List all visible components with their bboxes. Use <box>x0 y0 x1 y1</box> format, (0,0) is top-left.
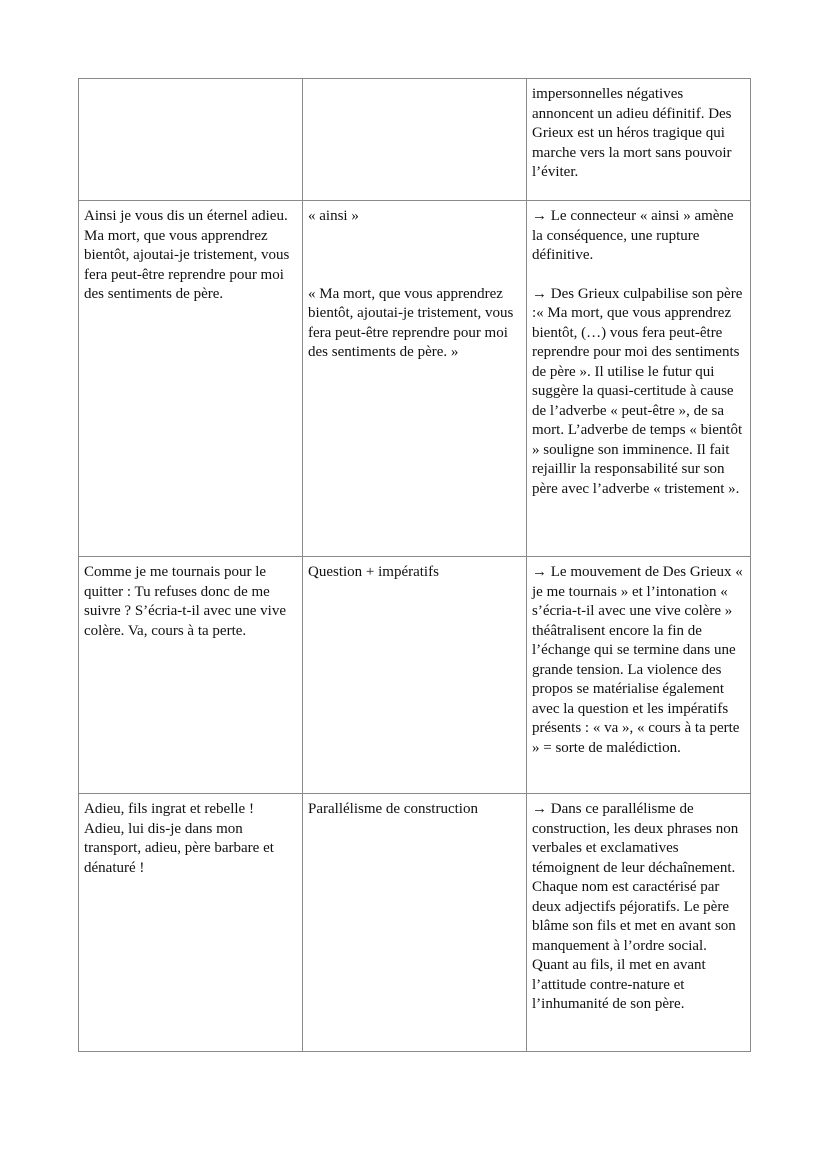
procede-cell <box>303 201 527 557</box>
procede-label: Question + impératifs <box>308 564 439 580</box>
procede-cell <box>303 557 527 794</box>
analyse-cell <box>527 794 751 1052</box>
analyse-paragraph: → Des Grieux culpabilise son père :« Ma mort, que vous apprendrez bientôt, (…) vous fera peut-être reprendre pour moi des sentiments de père ». Il utilise le futur qui suggère la quasi-certitude à cause de l’adverbe « peut-être », de sa mort. L’adverbe de temps « bientôt » souligne son imminence. Il fait rejaillir la responsabilité sur son père avec l’adverbe « tristement ». <box>532 285 743 497</box>
analysis-table <box>78 78 751 1052</box>
analyse-paragraph: → Le mouvement de Des Grieux « je me tournais » et l’intonation « s’écria-t-il avec une vive colère » théâtralisent encore la fin de l’échange qui se termine dans une grande tension. La violence des propos se matérialise également avec la question et les impératifs présents : « va », « cours à ta perte » = sorte de malédiction. <box>532 564 743 756</box>
text-cell <box>79 201 303 557</box>
analyse-paragraph: → Dans ce parallélisme de construction, les deux phrases non verbales et exclamatives témoignent de leur déchaînement. Chaque nom est caractérisé par deux adjectifs péjoratifs. Le père blâme son fils et met en avant son manquement à l’ordre social. Quant au fils, il met en avant l’attitude contre-nature et l’inhumanité de son père. <box>532 801 739 1012</box>
table-row <box>79 201 751 557</box>
text-cell <box>79 557 303 794</box>
text-excerpt: Adieu, fils ingrat et rebelle ! Adieu, lui dis-je dans mon transport, adieu, père barbare et dénaturé ! <box>84 801 274 876</box>
procede-label: Parallélisme de construction <box>308 801 478 817</box>
procede-label: « ainsi » <box>308 208 359 224</box>
table-row <box>79 79 751 201</box>
text-cell <box>79 79 303 201</box>
analyse-cell <box>527 201 751 557</box>
table-row <box>79 794 751 1052</box>
analyse-paragraph: → Le connecteur « ainsi » amène la conséquence, une rupture définitive. <box>532 208 734 263</box>
analyse-paragraph: impersonnelles négatives annoncent un adieu définitif. Des Grieux est un héros tragique qui marche vers la mort sans pouvoir l’éviter. <box>532 86 732 180</box>
text-excerpt: Ainsi je vous dis un éternel adieu. Ma mort, que vous apprendrez bientôt, ajoutai-je tristement, vous fera peut-être reprendre pour moi des sentiments de père. <box>84 208 290 302</box>
text-excerpt: Comme je me tournais pour le quitter : Tu refuses donc de me suivre ? S’écria-t-il avec une vive colère. Va, cours à ta perte. <box>84 564 286 639</box>
analyse-cell <box>527 557 751 794</box>
procede-cell <box>303 794 527 1052</box>
procede-label: « Ma mort, que vous apprendrez bientôt, ajoutai-je tristement, vous fera peut-être reprendre pour moi des sentiments de père. » <box>308 285 514 360</box>
text-cell <box>79 794 303 1052</box>
table-row <box>79 557 751 794</box>
analyse-cell <box>527 79 751 201</box>
procede-cell <box>303 79 527 201</box>
